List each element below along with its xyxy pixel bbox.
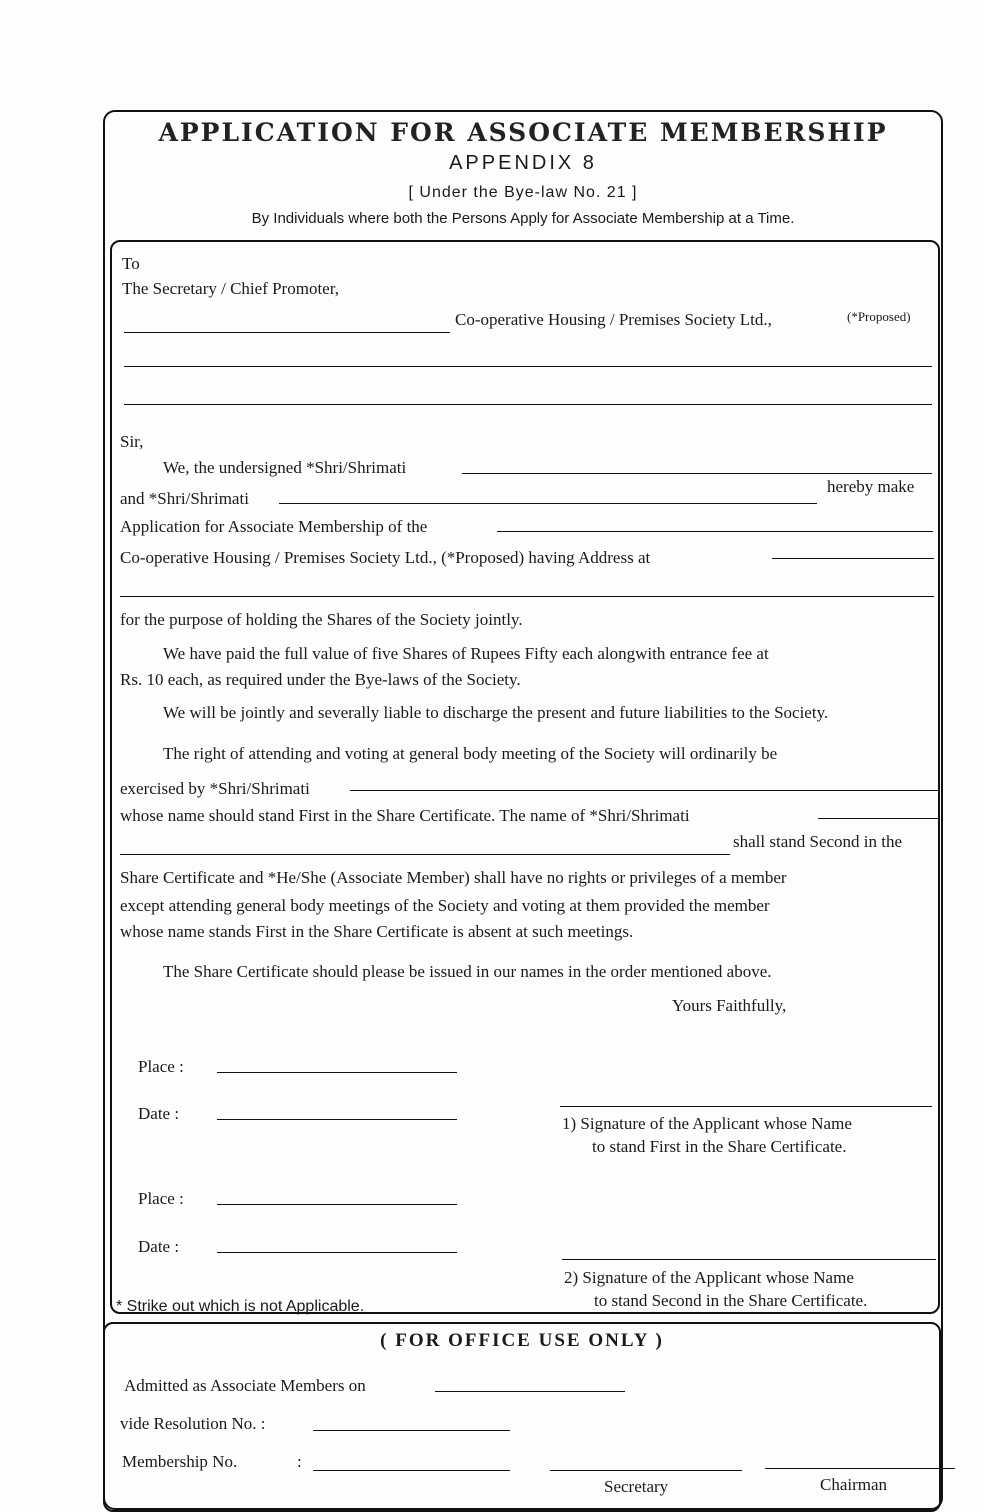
salutation: Sir, — [120, 432, 144, 451]
payment-text-2: Rs. 10 each, as required under the Bye-laws of the Society. — [120, 670, 521, 689]
strike-out-footnote: * Strike out which is not Applicable. — [116, 1298, 365, 1315]
form-title: APPLICATION FOR ASSOCIATE MEMBERSHIP — [158, 118, 888, 147]
bye-law-reference: [ Under the Bye-law No. 21 ] — [408, 184, 638, 201]
secretary-signature-field[interactable] — [550, 1470, 742, 1471]
signature-label-1b: to stand First in the Share Certificate. — [592, 1137, 847, 1156]
membership-colon: : — [297, 1452, 302, 1471]
date-label-2: Date : — [138, 1237, 180, 1256]
voting-text-6: except attending general body meetings of the Society and voting at them provided the member — [120, 896, 770, 915]
society-field[interactable] — [497, 531, 933, 532]
membership-label: Membership No. — [122, 1452, 238, 1471]
second-holder-name-field-2[interactable] — [120, 854, 730, 855]
chairman-label: Chairman — [820, 1475, 888, 1494]
voting-text-4: shall stand Second in the — [733, 832, 903, 851]
admitted-date-field[interactable] — [435, 1391, 625, 1392]
proposed-label: (*Proposed) — [847, 309, 911, 324]
signature-field-2[interactable] — [562, 1259, 936, 1260]
purpose-text: for the purpose of holding the Shares of the Society jointly. — [120, 610, 523, 629]
date-label-1: Date : — [138, 1104, 180, 1123]
place-field-1[interactable] — [217, 1072, 457, 1073]
society-suffix-label: Co-operative Housing / Premises Society Ltd., — [455, 310, 772, 329]
voting-text-2: exercised by *Shri/Shrimati — [120, 779, 310, 798]
form-subtitle: By Individuals where both the Persons Apply for Associate Membership at a Time. — [251, 210, 795, 227]
application-for-label: Application for Associate Membership of the — [120, 517, 428, 536]
resolution-label: vide Resolution No. : — [120, 1414, 266, 1433]
hereby-make-label: hereby make — [827, 477, 915, 496]
applicant1-label: We, the undersigned *Shri/Shrimati — [163, 458, 407, 477]
membership-number-field[interactable] — [313, 1470, 510, 1471]
place-label-2: Place : — [138, 1189, 184, 1208]
voting-text-1: The right of attending and voting at general body meeting of the Society will ordinarily be — [163, 744, 778, 763]
place-label-1: Place : — [138, 1057, 184, 1076]
date-field-1[interactable] — [217, 1119, 457, 1120]
applicant2-name-field[interactable] — [279, 503, 817, 504]
society-address-field-1[interactable] — [124, 366, 932, 367]
signature-label-2b: to stand Second in the Share Certificate. — [594, 1291, 868, 1310]
address-field-1[interactable] — [772, 558, 934, 559]
applicant1-name-field[interactable] — [462, 473, 932, 474]
address-at-label: Co-operative Housing / Premises Society Ltd., (*Proposed) having Address at — [120, 548, 651, 567]
liability-text: We will be jointly and severally liable to discharge the present and future liabilities to the Society. — [163, 703, 829, 722]
signature-label-2a: 2) Signature of the Applicant whose Name — [564, 1268, 854, 1287]
payment-text-1: We have paid the full value of five Shares of Rupees Fifty each alongwith entrance fee at — [163, 644, 769, 663]
signature-label-1a: 1) Signature of the Applicant whose Name — [562, 1114, 852, 1133]
signature-field-1[interactable] — [560, 1106, 932, 1107]
second-holder-name-field-1[interactable] — [818, 818, 940, 819]
admitted-label: Admitted as Associate Members on — [124, 1376, 366, 1395]
chairman-signature-field[interactable] — [765, 1468, 955, 1469]
recipient-label: The Secretary / Chief Promoter, — [122, 279, 339, 298]
voting-text-7: whose name stands First in the Share Certificate is absent at such meetings. — [120, 922, 634, 941]
to-label: To — [122, 254, 140, 273]
secretary-label: Secretary — [604, 1477, 669, 1496]
certificate-order-text: The Share Certificate should please be issued in our names in the order mentioned above. — [163, 962, 772, 981]
place-field-2[interactable] — [217, 1204, 457, 1205]
applicant2-label: and *Shri/Shrimati — [120, 489, 249, 508]
society-name-field[interactable] — [124, 332, 450, 333]
closing-text: Yours Faithfully, — [672, 996, 787, 1015]
voting-text-5: Share Certificate and *He/She (Associate Member) shall have no rights or privileges of a member — [120, 868, 787, 887]
date-field-2[interactable] — [217, 1252, 457, 1253]
office-use-title: ( FOR OFFICE USE ONLY ) — [380, 1330, 664, 1351]
society-address-field-2[interactable] — [124, 404, 932, 405]
voting-text-3: whose name should stand First in the Share Certificate. The name of *Shri/Shrimati — [120, 806, 690, 825]
first-holder-name-field[interactable] — [350, 790, 940, 791]
address-field-2[interactable] — [120, 596, 934, 597]
resolution-number-field[interactable] — [313, 1430, 510, 1431]
appendix-label: APPENDIX 8 — [449, 152, 597, 174]
